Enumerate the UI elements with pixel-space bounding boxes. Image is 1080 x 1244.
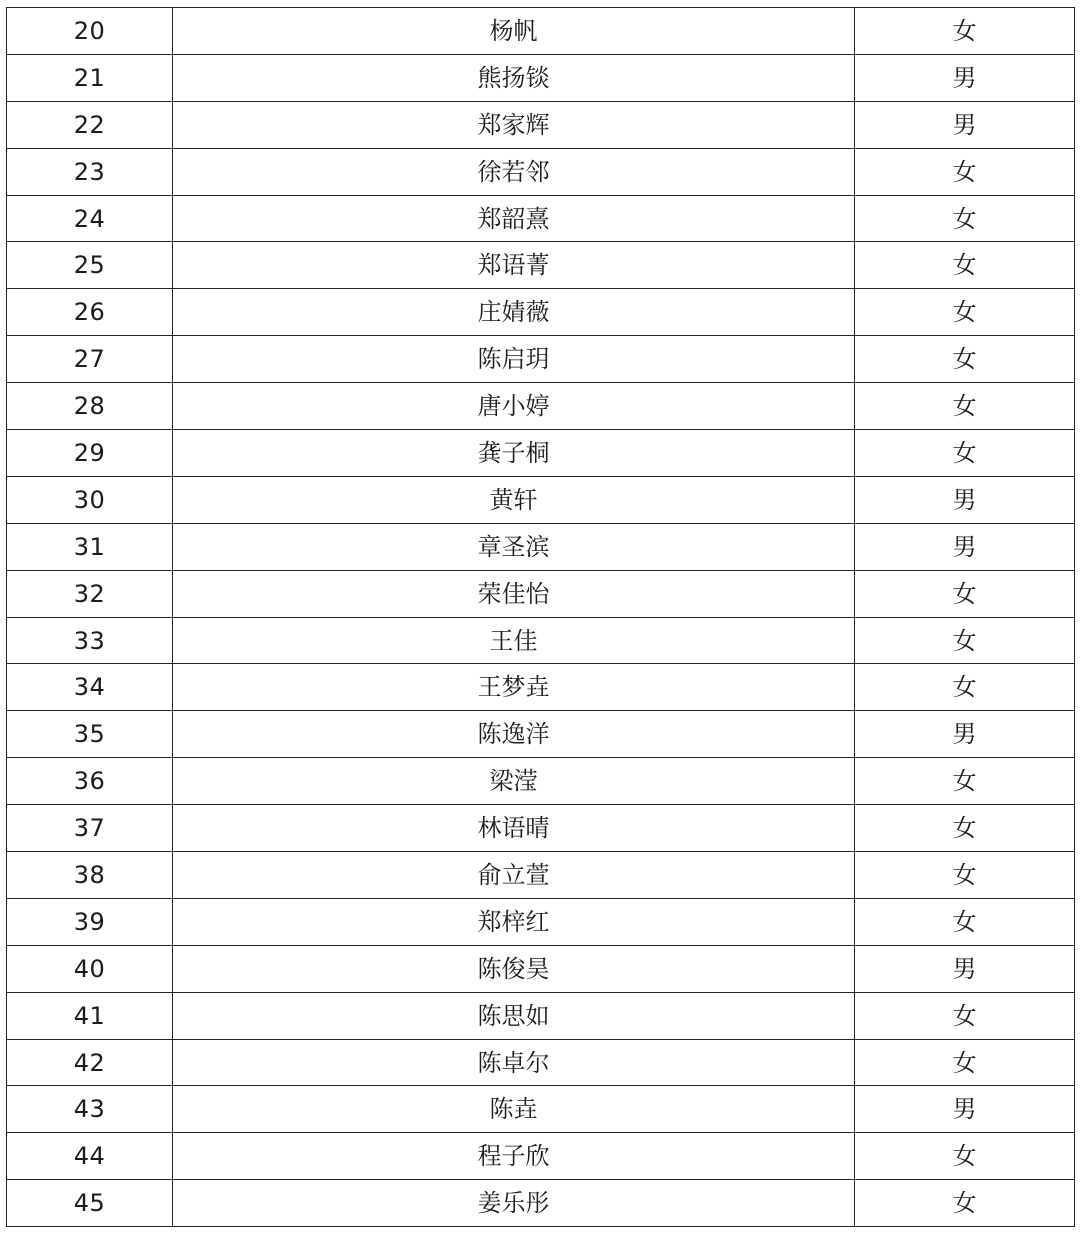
table-row: [7, 617, 1075, 664]
student-name: 杨帆: [173, 8, 855, 55]
row-number: 40: [7, 945, 173, 992]
student-name: 徐若邻: [173, 148, 855, 195]
table-row: [7, 430, 1075, 477]
table-row: [7, 383, 1075, 430]
student-name: 姜乐彤: [173, 1180, 855, 1227]
student-name: 陈俊昊: [173, 945, 855, 992]
student-name: 陈卓尔: [173, 1039, 855, 1086]
student-name: 郑家辉: [173, 101, 855, 148]
student-gender: 男: [855, 711, 1075, 758]
table-row: [7, 8, 1075, 55]
student-gender: 女: [855, 242, 1075, 289]
row-number: 23: [7, 148, 173, 195]
row-number: 22: [7, 101, 173, 148]
student-gender: 女: [855, 336, 1075, 383]
table-row: [7, 289, 1075, 336]
row-number: 33: [7, 617, 173, 664]
student-name: 王佳: [173, 617, 855, 664]
student-name: 程子欣: [173, 1133, 855, 1180]
table-row: [7, 992, 1075, 1039]
student-gender: 女: [855, 1039, 1075, 1086]
student-gender: 男: [855, 523, 1075, 570]
row-number: 43: [7, 1086, 173, 1133]
roster-sheet: [6, 7, 1074, 1227]
table-row: [7, 758, 1075, 805]
student-name: 陈逸洋: [173, 711, 855, 758]
roster-body: [7, 8, 1075, 1227]
student-name: 俞立萱: [173, 852, 855, 899]
student-gender: 女: [855, 570, 1075, 617]
row-number: 29: [7, 430, 173, 477]
table-row: [7, 101, 1075, 148]
table-row: [7, 148, 1075, 195]
table-row: [7, 570, 1075, 617]
student-name: 郑韶熹: [173, 195, 855, 242]
row-number: 32: [7, 570, 173, 617]
table-row: [7, 195, 1075, 242]
student-name: 熊扬锬: [173, 54, 855, 101]
student-gender: 男: [855, 1086, 1075, 1133]
student-gender: 女: [855, 289, 1075, 336]
table-row: [7, 523, 1075, 570]
student-gender: 女: [855, 383, 1075, 430]
student-gender: 女: [855, 1133, 1075, 1180]
table-row: [7, 945, 1075, 992]
row-number: 35: [7, 711, 173, 758]
student-name: 梁滢: [173, 758, 855, 805]
row-number: 28: [7, 383, 173, 430]
row-number: 20: [7, 8, 173, 55]
student-gender: 女: [855, 8, 1075, 55]
student-name: 庄婧薇: [173, 289, 855, 336]
table-row: [7, 805, 1075, 852]
student-name: 荣佳怡: [173, 570, 855, 617]
student-gender: 男: [855, 101, 1075, 148]
table-row: [7, 664, 1075, 711]
table-row: [7, 852, 1075, 899]
table-row: [7, 1039, 1075, 1086]
row-number: 36: [7, 758, 173, 805]
student-name: 唐小婷: [173, 383, 855, 430]
row-number: 24: [7, 195, 173, 242]
row-number: 39: [7, 898, 173, 945]
student-gender: 男: [855, 476, 1075, 523]
student-name: 龚子桐: [173, 430, 855, 477]
student-name: 郑梓红: [173, 898, 855, 945]
student-name: 林语晴: [173, 805, 855, 852]
student-gender: 女: [855, 617, 1075, 664]
student-name: 陈垚: [173, 1086, 855, 1133]
row-number: 25: [7, 242, 173, 289]
row-number: 34: [7, 664, 173, 711]
table-row: [7, 1180, 1075, 1227]
row-number: 41: [7, 992, 173, 1039]
student-roster-table: [6, 7, 1075, 1227]
student-gender: 女: [855, 852, 1075, 899]
row-number: 45: [7, 1180, 173, 1227]
student-gender: 女: [855, 898, 1075, 945]
row-number: 42: [7, 1039, 173, 1086]
student-name: 黄轩: [173, 476, 855, 523]
table-row: [7, 1133, 1075, 1180]
row-number: 37: [7, 805, 173, 852]
student-gender: 男: [855, 54, 1075, 101]
table-row: [7, 242, 1075, 289]
table-row: [7, 1086, 1075, 1133]
table-row: [7, 476, 1075, 523]
table-row: [7, 54, 1075, 101]
student-gender: 女: [855, 1180, 1075, 1227]
table-row: [7, 898, 1075, 945]
student-gender: 女: [855, 758, 1075, 805]
row-number: 30: [7, 476, 173, 523]
student-gender: 女: [855, 664, 1075, 711]
student-gender: 女: [855, 148, 1075, 195]
row-number: 27: [7, 336, 173, 383]
table-row: [7, 336, 1075, 383]
student-gender: 女: [855, 992, 1075, 1039]
row-number: 21: [7, 54, 173, 101]
student-gender: 女: [855, 430, 1075, 477]
row-number: 31: [7, 523, 173, 570]
student-gender: 女: [855, 805, 1075, 852]
student-name: 郑语菁: [173, 242, 855, 289]
row-number: 44: [7, 1133, 173, 1180]
row-number: 26: [7, 289, 173, 336]
student-gender: 女: [855, 195, 1075, 242]
row-number: 38: [7, 852, 173, 899]
student-name: 章圣滨: [173, 523, 855, 570]
student-name: 王梦垚: [173, 664, 855, 711]
table-row: [7, 711, 1075, 758]
student-name: 陈启玥: [173, 336, 855, 383]
student-name: 陈思如: [173, 992, 855, 1039]
student-gender: 男: [855, 945, 1075, 992]
